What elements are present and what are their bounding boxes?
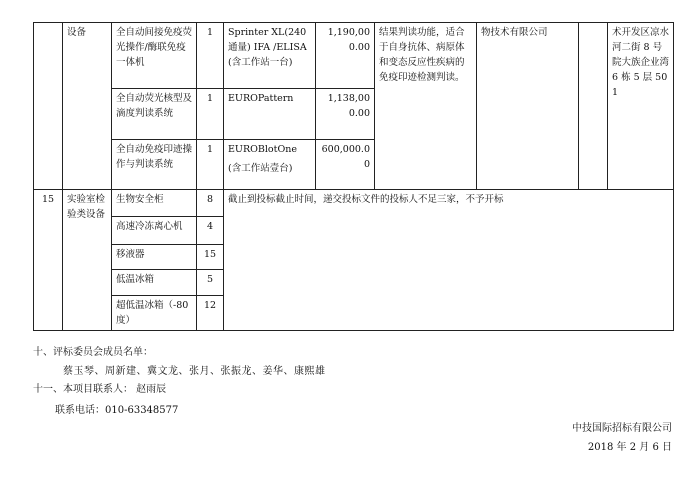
- item-model-line: (含工作站壹台): [228, 163, 293, 174]
- item-model-cell: EUROPattern: [224, 89, 316, 140]
- item-name-cell: 高速冷冻离心机: [112, 217, 197, 245]
- item-name-cell: 移液器: [112, 245, 197, 270]
- empty-cell: [579, 23, 608, 190]
- item-qty-cell: 5: [197, 270, 224, 296]
- company-name: 中技国际招标有限公司: [572, 423, 672, 434]
- item-model-cell: Sprinter XL(240 通量) IFA /ELISA(含工作站一台): [224, 23, 316, 89]
- address-cell: 术开发区凉水河二街 8 号院大族企业湾 6 栋 5 层 501: [608, 23, 674, 190]
- category-cell: 设备: [63, 23, 112, 190]
- row-number-cell: 15: [34, 190, 63, 331]
- bid-results-table: [33, 22, 674, 331]
- item-model-line: EUROBlotOne: [228, 144, 297, 155]
- section-11-title: 十一、本项目联系人： 赵雨辰: [33, 384, 167, 395]
- contact-phone: 联系电话：010-63348577: [55, 405, 179, 416]
- item-model-cell: [224, 140, 316, 190]
- item-qty-cell: 12: [197, 296, 224, 331]
- manufacturer-cell: 物技术有限公司: [477, 23, 579, 190]
- item-qty-cell: 8: [197, 190, 224, 217]
- item-qty-cell: 15: [197, 245, 224, 270]
- item-name-cell: 生物安全柜: [112, 190, 197, 217]
- item-name-cell: 超低温冰箱（-80 度）: [112, 296, 197, 331]
- note-cell: 截止到投标截止时间，递交投标文件的投标人不足三家，不予开标: [224, 190, 674, 331]
- item-qty-cell: 1: [197, 140, 224, 190]
- item-qty-cell: 4: [197, 217, 224, 245]
- function-description-cell: 结果判读功能，适合于自身抗体、病原体和变态反应性疾病的免疫印迹检测判读。: [375, 23, 477, 190]
- row-number-cell-empty: [34, 23, 63, 190]
- committee-members: 蔡玉琴、周新建、冀文龙、张月、张振龙、姜华、康熙雄: [63, 366, 326, 377]
- item-name-cell: 全自动荧光核型及滴度判读系统: [112, 89, 197, 140]
- document-date: 2018 年 2 月 6 日: [587, 442, 672, 453]
- item-price-cell: 1,190,000.00: [316, 23, 375, 89]
- item-qty-cell: 1: [197, 89, 224, 140]
- item-name-cell: 全自动免疫印迹操作与判读系统: [112, 140, 197, 190]
- category-cell: 实验室检验类设备: [63, 190, 112, 331]
- item-name-cell: 全自动间接免疫荧光操作/酶联免疫一体机: [112, 23, 197, 89]
- item-name-cell: 低温冰箱: [112, 270, 197, 296]
- item-price-cell: 600,000.00: [316, 140, 375, 190]
- item-qty-cell: 1: [197, 23, 224, 89]
- item-price-cell: 1,138,000.00: [316, 89, 375, 140]
- section-10-title: 十、评标委员会成员名单：: [33, 347, 153, 358]
